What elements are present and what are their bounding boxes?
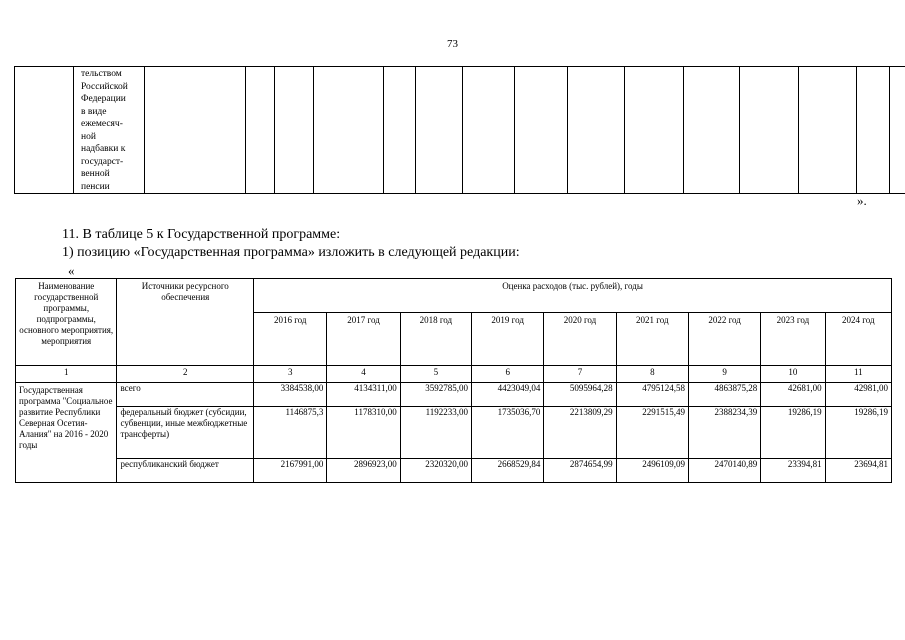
value-cell: 19286,19 bbox=[761, 407, 825, 459]
year-header: 2020 год bbox=[544, 313, 616, 366]
value-cell: 4423049,04 bbox=[472, 383, 544, 407]
value-cell: 2213809,29 bbox=[544, 407, 616, 459]
value-cell: 1178310,00 bbox=[327, 407, 400, 459]
value-cell: 19286,19 bbox=[825, 407, 891, 459]
fragment-cell bbox=[15, 67, 74, 194]
value-cell: 1192233,00 bbox=[400, 407, 471, 459]
closing-quote: ». bbox=[857, 193, 867, 208]
value-cell: 3592785,00 bbox=[400, 383, 471, 407]
column-number: 3 bbox=[254, 366, 327, 383]
value-cell: 3384538,00 bbox=[254, 383, 327, 407]
fragment-text: тельством Российской Федерации в виде ежемесяч- ной надбавки к государст- венной пенсии bbox=[81, 69, 128, 192]
value-cell: 23694,81 bbox=[825, 459, 891, 483]
year-header: 2018 год bbox=[400, 313, 471, 366]
year-header: 2016 год bbox=[254, 313, 327, 366]
paragraph-11: 11. В таблице 5 к Государственной программе: bbox=[62, 227, 341, 242]
opening-quote: « bbox=[68, 263, 75, 278]
value-cell: 5095964,28 bbox=[544, 383, 616, 407]
source-label: республиканский бюджет bbox=[117, 459, 254, 483]
year-header: 2024 год bbox=[825, 313, 891, 366]
column-number: 10 bbox=[761, 366, 825, 383]
header-estimate: Оценка расходов (тыс. рублей), годы bbox=[254, 279, 892, 313]
expenditure-table bbox=[15, 278, 892, 483]
header-name: Наименование государственной программы, подпрограммы, основного мероприятия, мероприятия bbox=[16, 279, 117, 366]
value-cell: 4863875,28 bbox=[688, 383, 760, 407]
value-cell: 2320320,00 bbox=[400, 459, 471, 483]
value-cell: 2167991,00 bbox=[254, 459, 327, 483]
source-label: федеральный бюджет (субсидии, субвенции, иные межбюджетные трансферты) bbox=[117, 407, 254, 459]
fragment-text-cell bbox=[74, 67, 145, 194]
value-cell: 23394,81 bbox=[761, 459, 825, 483]
column-number: 6 bbox=[472, 366, 544, 383]
value-cell: 2291515,49 bbox=[616, 407, 688, 459]
value-cell: 2668529,84 bbox=[472, 459, 544, 483]
year-header: 2021 год bbox=[616, 313, 688, 366]
value-cell: 2874654,99 bbox=[544, 459, 616, 483]
value-cell: 4795124,58 bbox=[616, 383, 688, 407]
value-cell: 2388234,39 bbox=[688, 407, 760, 459]
column-number: 11 bbox=[825, 366, 891, 383]
year-header: 2017 год bbox=[327, 313, 400, 366]
column-number: 4 bbox=[327, 366, 400, 383]
value-cell: 42681,00 bbox=[761, 383, 825, 407]
column-number: 9 bbox=[688, 366, 760, 383]
value-cell: 4134311,00 bbox=[327, 383, 400, 407]
column-number: 2 bbox=[117, 366, 254, 383]
value-cell: 42981,00 bbox=[825, 383, 891, 407]
year-header: 2023 год bbox=[761, 313, 825, 366]
column-number: 7 bbox=[544, 366, 616, 383]
value-cell: 1146875,3 bbox=[254, 407, 327, 459]
previous-table-fragment bbox=[14, 66, 905, 194]
column-number: 5 bbox=[400, 366, 471, 383]
source-label: всего bbox=[117, 383, 254, 407]
column-number: 1 bbox=[16, 366, 117, 383]
value-cell: 1735036,70 bbox=[472, 407, 544, 459]
paragraph-1: 1) позицию «Государственная программа» изложить в следующей редакции: bbox=[62, 245, 520, 260]
header-source: Источники ресурсного обеспечения bbox=[117, 279, 254, 366]
value-cell: 2470140,89 bbox=[688, 459, 760, 483]
year-header: 2022 год bbox=[688, 313, 760, 366]
year-header: 2019 год bbox=[472, 313, 544, 366]
value-cell: 2896923,00 bbox=[327, 459, 400, 483]
program-name: Государственная программа "Социальное развитие Республики Северная Осетия-Алания" на 2016 - 2020 годы bbox=[16, 383, 117, 483]
page-number: 73 bbox=[447, 38, 458, 50]
value-cell: 2496109,09 bbox=[616, 459, 688, 483]
column-number: 8 bbox=[616, 366, 688, 383]
